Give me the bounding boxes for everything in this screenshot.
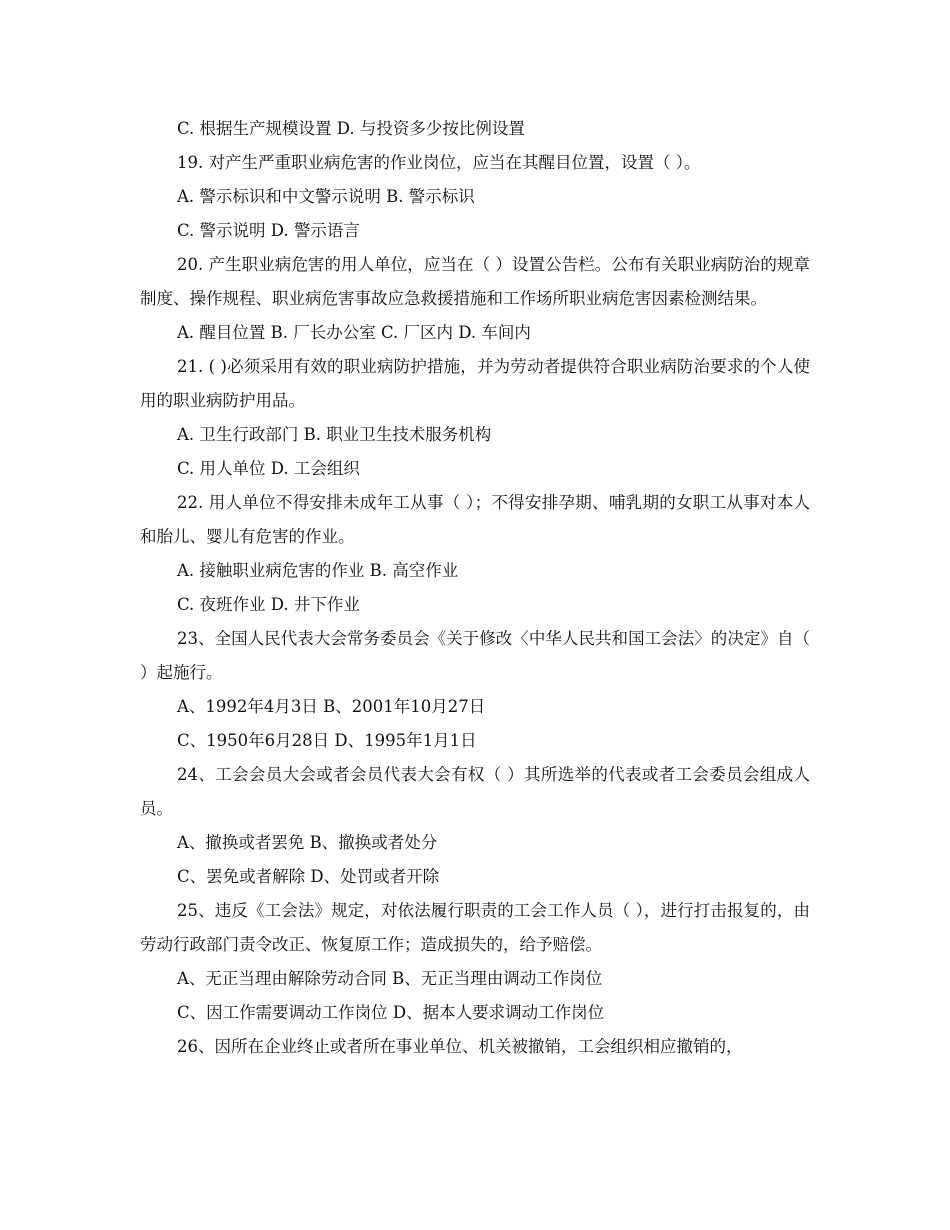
question-22: 22. 用人单位不得安排未成年工从事（ ）；不得安排孕期、哺乳期的女职工从事对本人和胎儿、婴儿有危害的作业。: [140, 493, 810, 546]
option-line: A. 接触职业病危害的作业 B. 高空作业: [177, 561, 459, 580]
question-25: 25、违反《工会法》规定，对依法履行职责的工会工作人员（ ），进行打击报复的，由劳动行政部门责令改正、恢复原工作；造成损失的，给予赔偿。: [140, 901, 810, 954]
question-26: 26、因所在企业终止或者所在事业单位、机关被撤销，工会组织相应撤销的，: [177, 1037, 743, 1056]
option-line: A. 卫生行政部门 B. 职业卫生技术服务机构: [177, 425, 492, 444]
option-line: A、撤换或者罢免 B、撤换或者处分: [177, 833, 438, 852]
question-20: 20. 产生职业病危害的用人单位，应当在（ ）设置公告栏。公布有关职业病防治的规章制度、操作规程、职业病危害事故应急救援措施和工作场所职业病危害因素检测结果。: [140, 255, 810, 308]
option-line: C、1950年6月28日 D、1995年1月1日: [177, 731, 477, 750]
option-line: A、1992年4月3日 B、2001年10月27日: [177, 697, 486, 716]
question-19: 19. 对产生严重职业病危害的作业岗位，应当在其醒目位置，设置（ ）。: [177, 153, 701, 172]
option-line: A. 警示标识和中文警示说明 B. 警示标识: [177, 187, 475, 206]
question-21: 21. ( )必须采用有效的职业病防护措施，并为劳动者提供符合职业病防治要求的个人使用的职业病防护用品。: [140, 357, 810, 410]
option-line: C. 警示说明 D. 警示语言: [177, 221, 360, 240]
question-23: 23、全国人民代表大会常务委员会《关于修改〈中华人民共和国工会法〉的决定》自（ ）起施行。: [140, 629, 810, 682]
option-line: C. 夜班作业 D. 井下作业: [177, 595, 360, 614]
option-line: A. 醒目位置 B. 厂长办公室 C. 厂区内 D. 车间内: [177, 323, 531, 342]
option-line: C、罢免或者解除 D、处罚或者开除: [177, 867, 440, 886]
question-24: 24、工会会员大会或者会员代表大会有权（ ）其所选举的代表或者工会委员会组成人员。: [140, 765, 810, 818]
option-line: C. 根据生产规模设置 D. 与投资多少按比例设置: [177, 119, 525, 138]
option-line: A、无正当理由解除劳动合同 B、无正当理由调动工作岗位: [177, 969, 603, 988]
document-body: [140, 112, 810, 1064]
option-line: C. 用人单位 D. 工会组织: [177, 459, 360, 478]
option-line: C、因工作需要调动工作岗位 D、据本人要求调动工作岗位: [177, 1003, 605, 1022]
